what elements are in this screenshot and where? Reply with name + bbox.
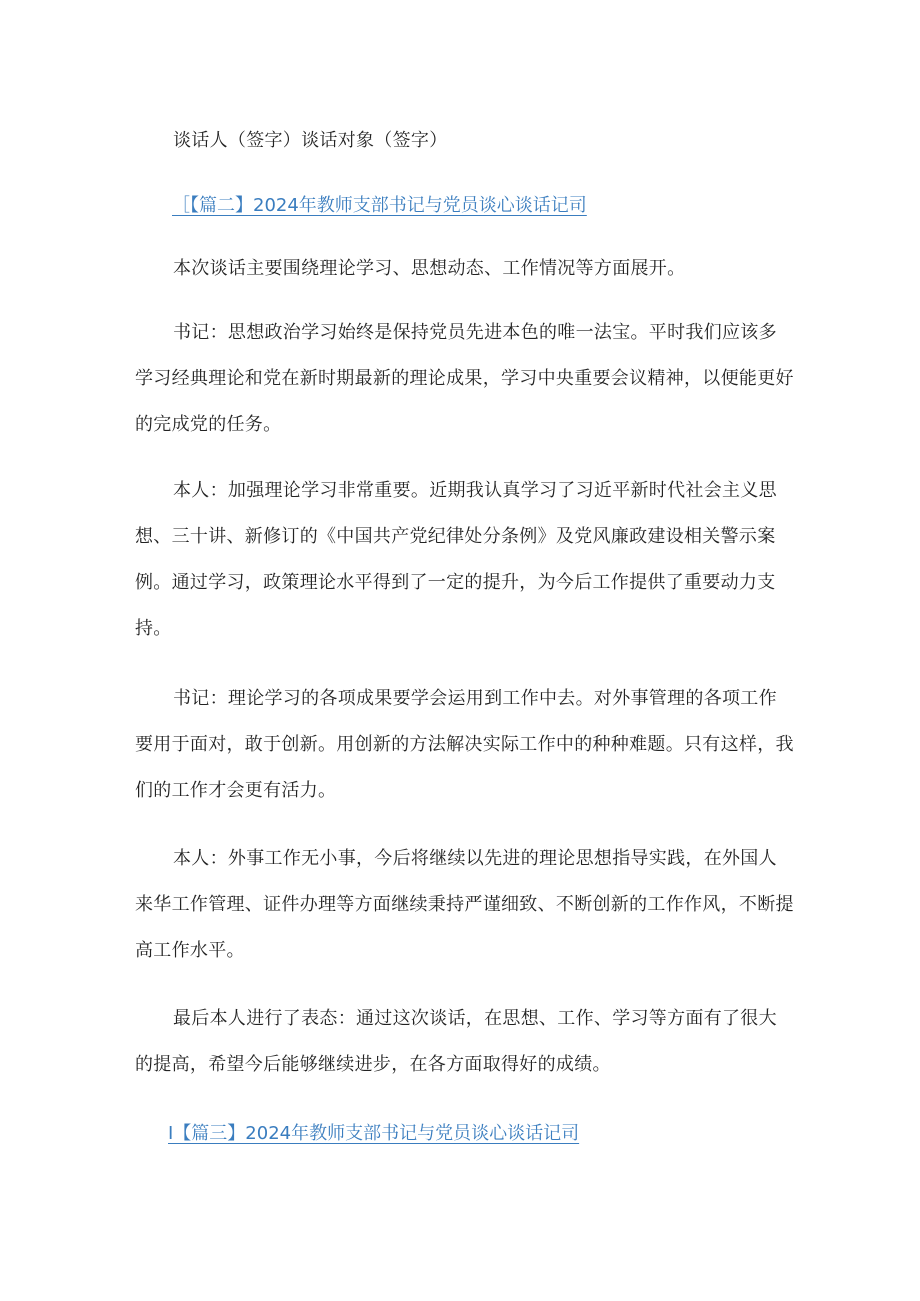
paragraph-self-2: 本人：外事工作无小事，今后将继续以先进的理论思想指导实践，在外国人来华工作管理、证件办理等方面继续秉持严谨细致、不断创新的工作作风，不断提高工作水平。 bbox=[135, 848, 794, 961]
section-3-heading-link[interactable]: I【篇三】2024年教师支部书记与党员谈心谈话记司 bbox=[168, 1123, 580, 1144]
paragraph-secretary-1: 书记：思想政治学习始终是保持党员先进本色的唯一法宝。平时我们应该多学习经典理论和党在新时期最新的理论成果，学习中央重要会议精神，以便能更好的完成党的任务。 bbox=[135, 322, 794, 435]
intro-paragraph: 本次谈话主要围绕理论学习、思想动态、工作情况等方面展开。 bbox=[173, 258, 686, 279]
signature-line: 谈话人（签字）谈话对象（签字） bbox=[173, 130, 448, 151]
section-2-heading-link[interactable]: ［【篇二】2024年教师支部书记与党员谈心谈话记司 bbox=[172, 195, 587, 216]
paragraph-secretary-2: 书记：理论学习的各项成果要学会运用到工作中去。对外事管理的各项工作要用于面对，敢于创新。用创新的方法解决实际工作中的种种难题。只有这样，我们的工作才会更有活力。 bbox=[135, 688, 794, 801]
paragraph-closing-statement: 最后本人进行了表态：通过这次谈话，在思想、工作、学习等方面有了很大的提高，希望今后能够继续进步，在各方面取得好的成绩。 bbox=[135, 1008, 777, 1075]
paragraph-self-1: 本人：加强理论学习非常重要。近期我认真学习了习近平新时代社会主义思想、三十讲、新修订的《中国共产党纪律处分条例》及党风廉政建设相关警示案例。通过学习，政策理论水平得到了一定的提升，为今后工作提供了重要动力支持。 bbox=[135, 480, 777, 639]
